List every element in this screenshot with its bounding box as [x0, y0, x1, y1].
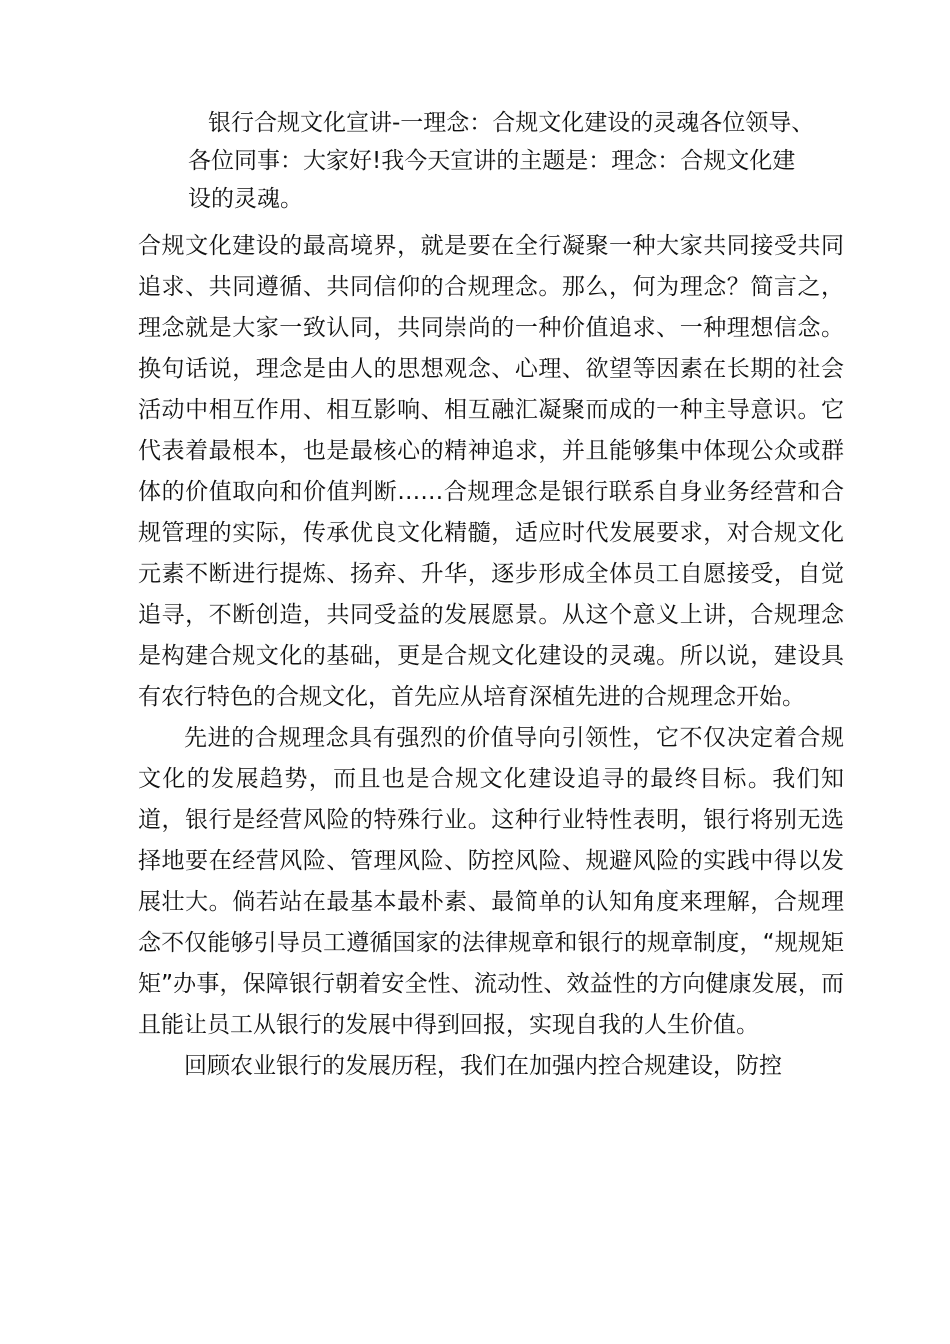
- paragraph-3: 回顾农业银行的发展历程，我们在加强内控合规建设，防控: [184, 1053, 782, 1079]
- document-body: [138, 226, 844, 1087]
- title-line-3: 设的灵魂。: [188, 186, 303, 212]
- paragraph-1: 合规文化建设的最高境界，就是要在全行凝聚一种大家共同接受共同追求、共同遵循、共同信仰的合规理念。那么，何为理念？简言之，理念就是大家一致认同，共同崇尚的一种价值追求、一种理想信念。换句话说，理念是由人的思想观念、心理、欲望等因素在长期的社会活动中相互作用、相互影响、相互融汇凝聚而成的一种主导意识。它代表着最根本，也是最核心的精神追求，并且能够集中体现公众或群体的价值取向和价值判断……合规理念是银行联系自身业务经营和合规管理的实际，传承优良文化精髓，适应时代发展要求，对合规文化元素不断进行提炼、扬弃、升华，逐步形成全体员工自愿接受，自觉追寻，不断创造，共同受益的发展愿景。从这个意义上讲，合规理念是构建合规文化的基础，更是合规文化建设的灵魂。所以说，建设具有农行特色的合规文化，首先应从培育深植先进的合规理念开始。: [138, 233, 844, 710]
- speech-title: [188, 104, 852, 218]
- paragraph-2: 先进的合规理念具有强烈的价值导向引领性，它不仅决定着合规文化的发展趋势，而且也是合规文化建设追寻的最终目标。我们知道，银行是经营风险的特殊行业。这种行业特性表明，银行将别无选择地要在经营风险、管理风险、防控风险、规避风险的实践中得以发展壮大。倘若站在最基本最朴素、最简单的认知角度来理解，合规理念不仅能够引导员工遵循国家的法律规章和银行的规章制度，“规规矩矩”办事，保障银行朝着安全性、流动性、效益性的方向健康发展，而且能让员工从银行的发展中得到回报，实现自我的人生价值。: [138, 725, 844, 1038]
- title-line-2: 各位同事：大家好!我今天宣讲的主题是：理念：合规文化建: [188, 148, 796, 174]
- title-line-1: 银行合规文化宣讲-一理念：合规文化建设的灵魂各位领导、: [208, 110, 815, 136]
